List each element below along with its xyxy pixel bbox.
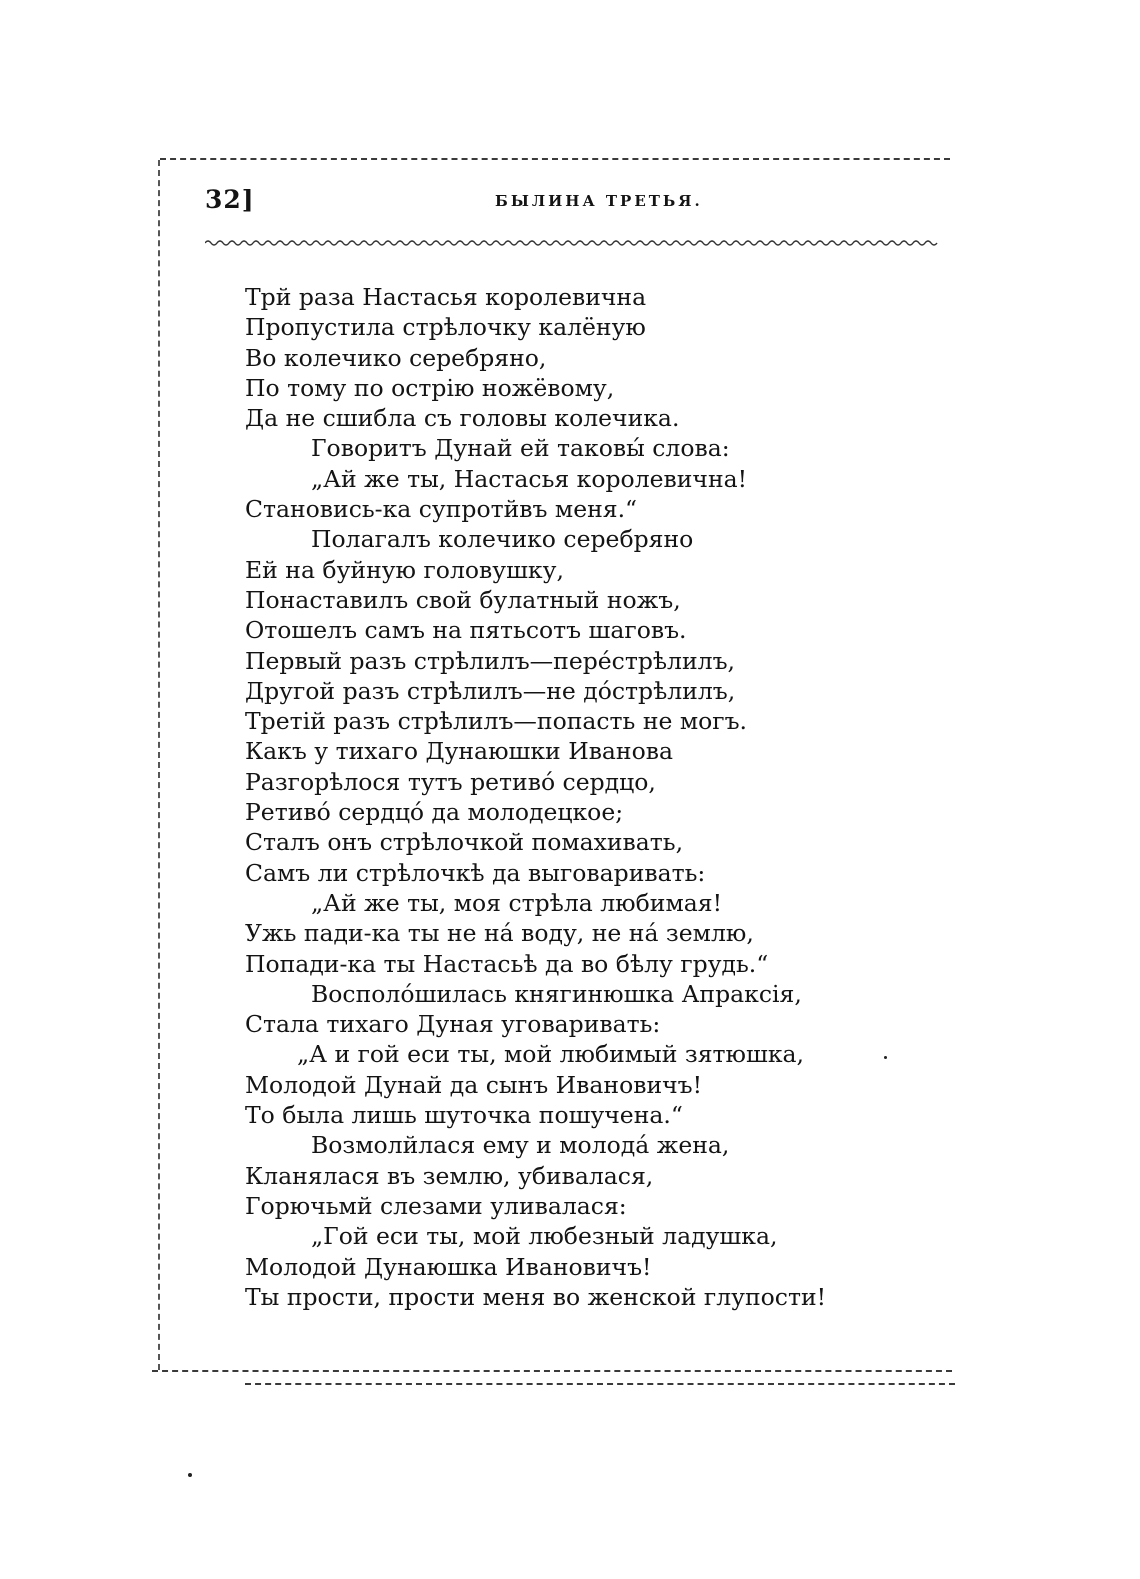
verse-line: „А и гой еси ты, мой любимый зятюшка,: [297, 1040, 805, 1069]
bottom-border-rule-lower: [245, 1383, 955, 1385]
verse-line: Становись-ка супротйвъ меня.“: [245, 495, 638, 524]
verse-line: Ужь пади-ка ты не нá воду, не нá землю,: [245, 919, 754, 948]
verse-line: Кланялася въ землю, убивалася,: [245, 1161, 654, 1190]
verse-line: „Ай же ты, Настасья королевична!: [311, 464, 748, 493]
verse-line: Ей на буйную головушку,: [245, 555, 564, 584]
top-border-rule: [160, 158, 950, 160]
verse-line: Третій разъ стрѣлилъ—попасть не могъ.: [245, 707, 748, 736]
verse-line: Разгорѣлося тутъ ретивó сердцо,: [245, 767, 656, 796]
verse-line: Понаставилъ свой булатный ножъ,: [245, 585, 681, 614]
verse-line: Горючьмй слезами уливалася:: [245, 1191, 627, 1220]
running-head: [205, 185, 965, 219]
chapter-title: БЫЛИНА ТРЕТЬЯ.: [495, 192, 703, 210]
verse-line: Восполóшилась княгинюшка Апраксія,: [311, 979, 802, 1008]
page-number: 32]: [205, 185, 255, 214]
verse-line: Полагалъ колечико серебряно: [311, 525, 694, 554]
verse-line: Пропустила стрѣлочку калёную: [245, 313, 646, 342]
ink-speck: [884, 1056, 887, 1059]
verse-line: Возмолйлася ему и молодá жена,: [311, 1131, 730, 1160]
verse-line: Какъ у тихаго Дунаюшки Иванова: [245, 737, 673, 766]
left-border-rule: [158, 160, 160, 1370]
verse-line: Молодой Дунай да сынъ Ивановичъ!: [245, 1070, 703, 1099]
bottom-border-rule: [152, 1370, 952, 1372]
verse-line: То была лишь шуточка пошучена.“: [245, 1101, 683, 1130]
verse-line: Ретивó сердцó да молодецкое;: [245, 798, 624, 827]
verse-line: Другой разъ стрѣлилъ—не дóстрѣлилъ,: [245, 676, 736, 705]
verse-line: „Ай же ты, моя стрѣла любимая!: [311, 888, 723, 917]
verse-line: Во колечико серебряно,: [245, 343, 547, 372]
verse-line: Стала тихаго Дуная уговаривать:: [245, 1010, 661, 1039]
verse-line: Да не сшибла съ головы колечика.: [245, 404, 680, 433]
header-ornament-rule: [205, 236, 940, 250]
verse-line: Отошелъ самъ на пятьсотъ шаговъ.: [245, 616, 687, 645]
verse-line: Говоритъ Дунай ей таковы́ слова:: [311, 434, 730, 463]
verse-line: „Гой еси ты, мой любезный ладушка,: [311, 1222, 778, 1251]
verse-line: Попади-ка ты Настасьѣ да во бѣлу грудь.“: [245, 949, 769, 978]
verse-line: Ты прости, прости меня во женской глупости!: [245, 1282, 827, 1311]
verse-body: [245, 282, 885, 1312]
verse-line: Первый разъ стрѣлилъ—перéстрѣлилъ,: [245, 646, 735, 675]
verse-line: Сталъ онъ стрѣлочкой помахивать,: [245, 828, 684, 857]
verse-line: По тому по острію ножёвому,: [245, 373, 615, 402]
ink-speck: [188, 1473, 192, 1477]
verse-line: Самъ ли стрѣлочкѣ да выговаривать:: [245, 858, 706, 887]
verse-line: Трй раза Настасья королевична: [245, 283, 647, 311]
verse-line: Молодой Дунаюшка Ивановичъ!: [245, 1252, 652, 1281]
